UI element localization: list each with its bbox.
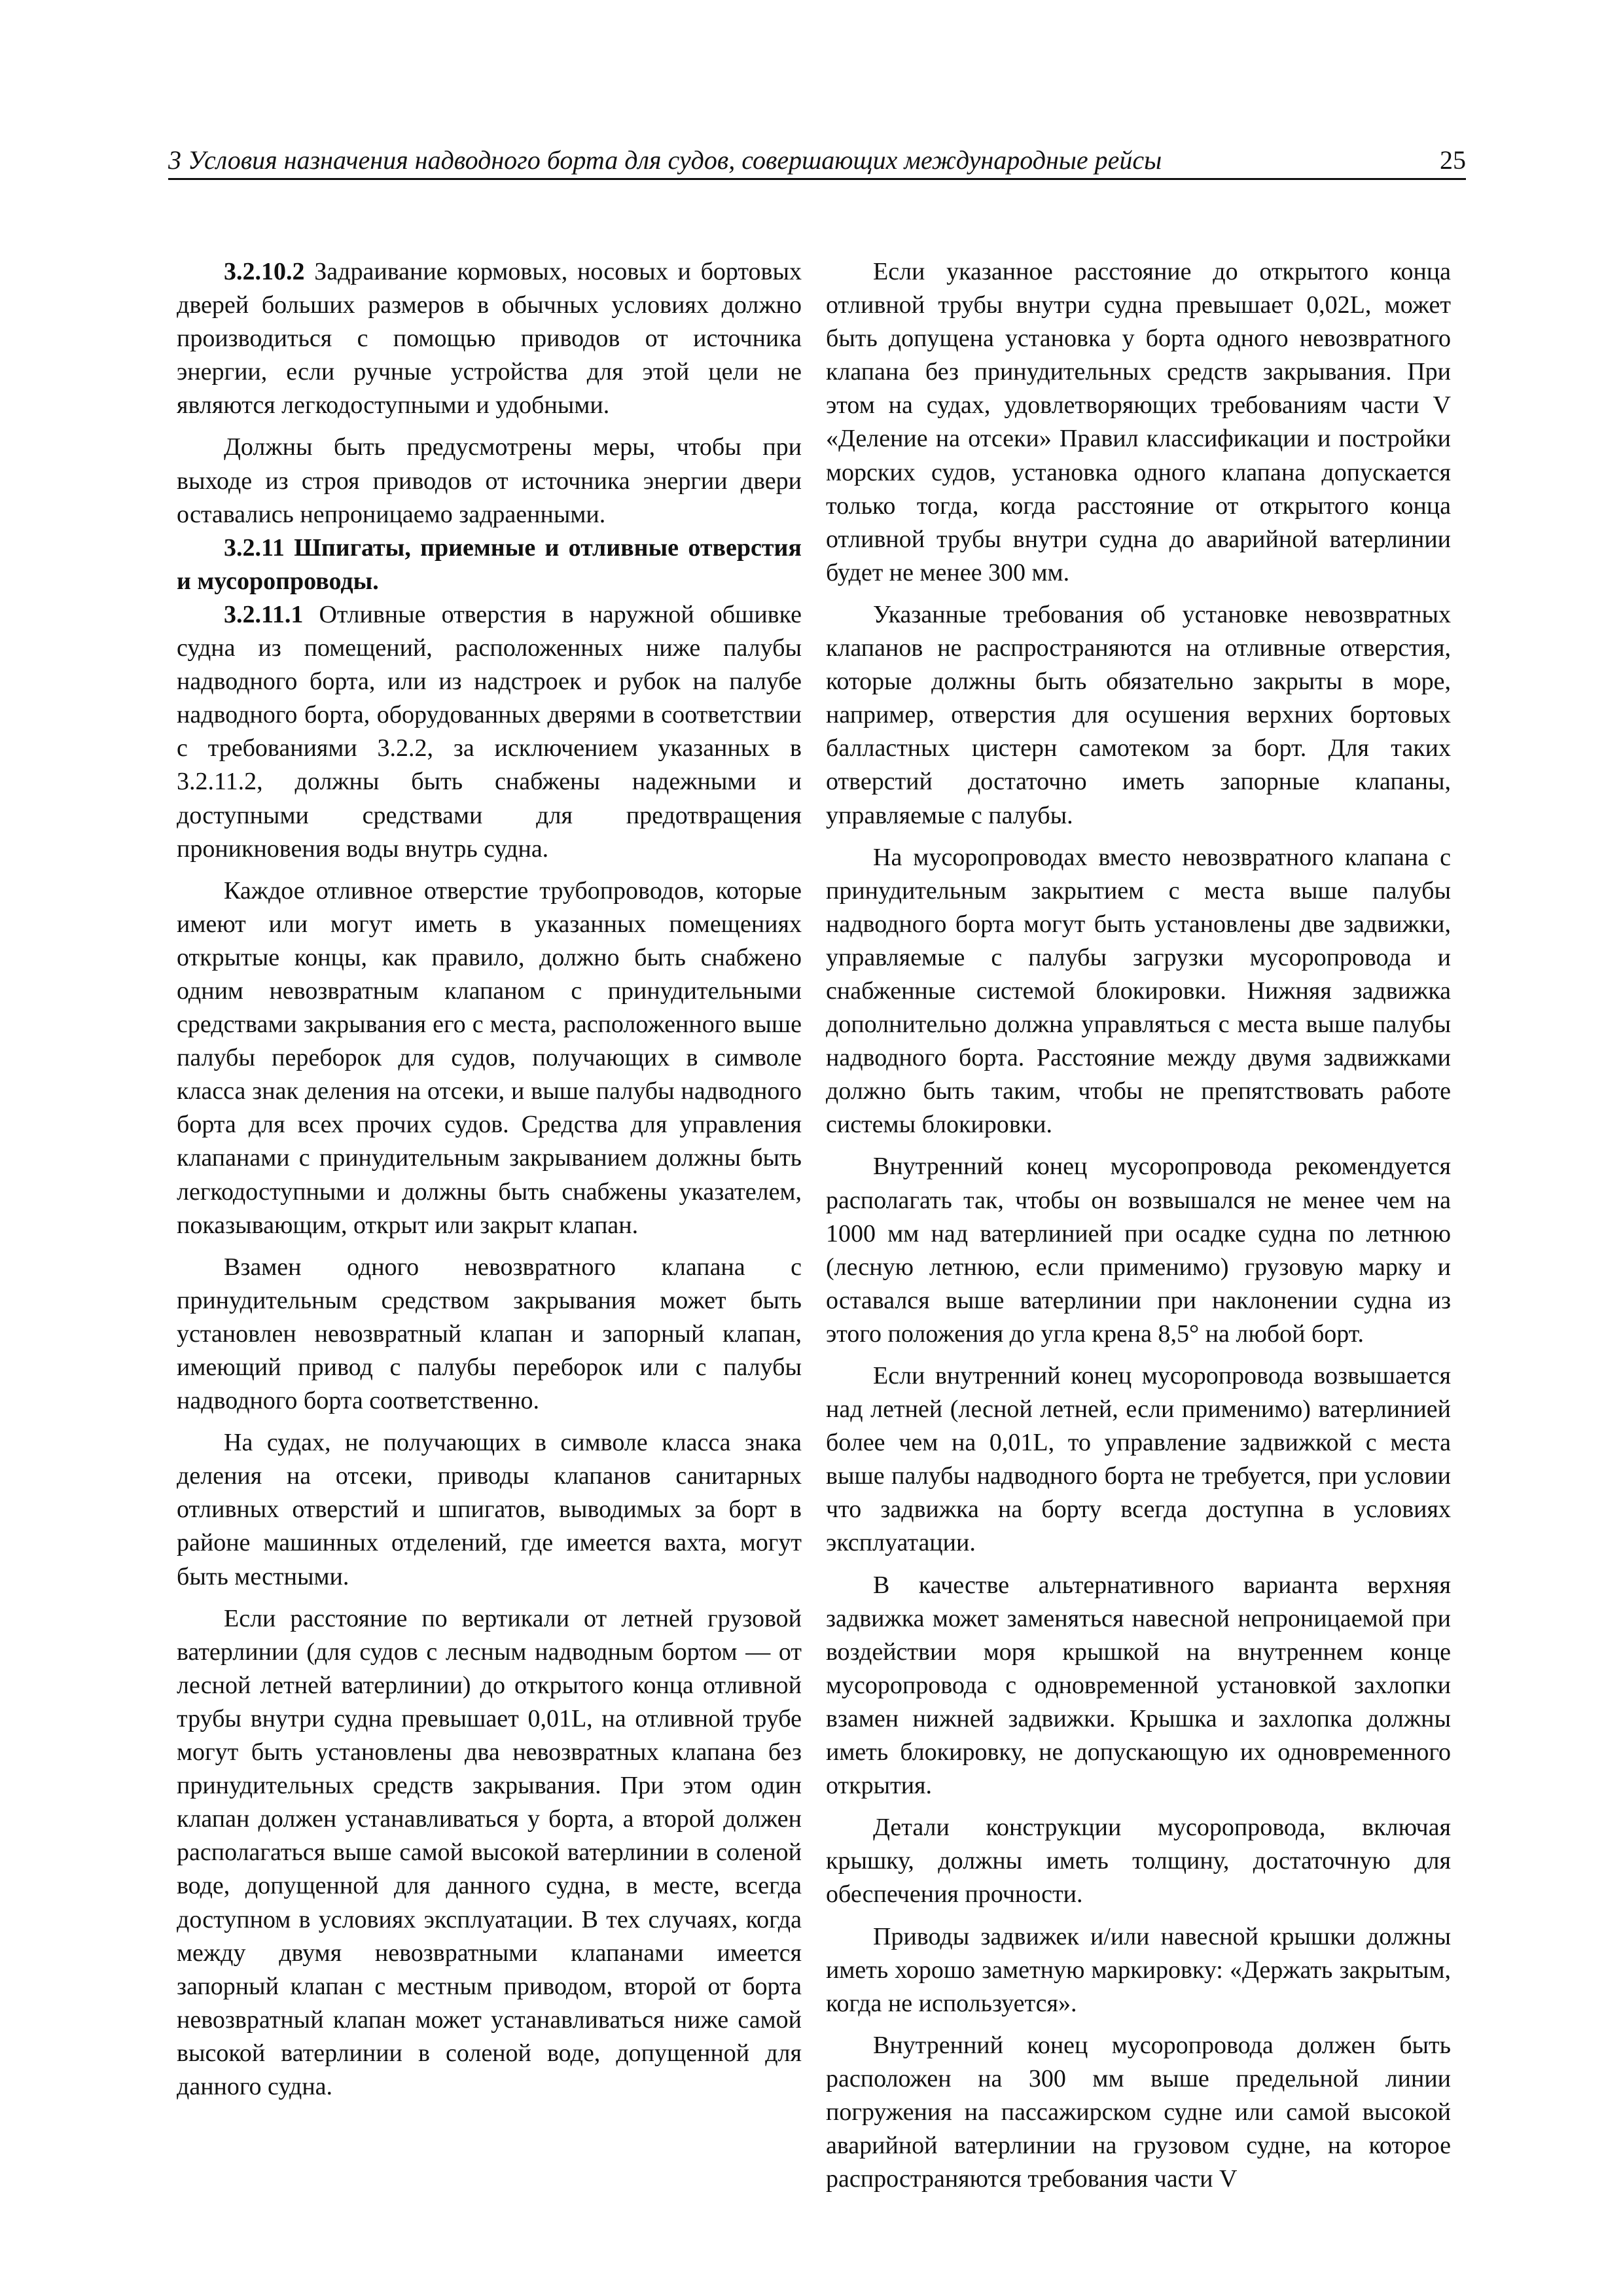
paragraph-text: Задраивание кормовых, носовых и бортовых дверей больших размеров в обычных условиях должно производиться с помощью приводов от источника энергии, если ручные устройства для этой цели не являются легкодоступными и удобными. <box>177 258 802 420</box>
paragraph: На судах, не получающих в символе класса знака деления на отсеки, приводы клапанов санитарных отливных отверстий и шпигатов, выводимых за борт в районе машинных отделений, где имеется вахта, могут быть местными. <box>177 1429 802 1590</box>
paragraph: Каждое отливное отверстие трубопроводов, которые имеют или могут иметь в указанных помещениях открытые концы, как правило, должно быть снабжено одним невозвратным клапаном с принудительными средствами закрывания его с места, расположенного выше палубы переборок для судов, получающих в символе класса знак деления на отсеки, и выше палубы надводного борта для всех прочих судов. Средства для управления клапанами с принудительным закрыванием должны быть легкодоступными и должны быть снабжены указателем, показывающим, открыт или закрыт клапан. <box>177 876 802 1239</box>
paragraph-3-2-11-1 <box>177 598 802 866</box>
section-heading-text: Шпигаты, приемные и отливные отверстия и мусоропроводы. <box>177 533 802 595</box>
running-title: 3 Условия назначения надводного борта для судов, совершающих международные рейсы <box>168 145 1162 175</box>
page-header <box>168 145 1466 178</box>
clause-number: 3.2.11.1 <box>224 600 304 628</box>
header-rule <box>168 178 1466 180</box>
paragraph: Если расстояние по вертикали от летней грузовой ватерлинии (для судов с лесным надводным бортом — от лесной летней ватерлинии) до открытого конца отливной трубы внутри судна превышает 0,01L, на отливной трубе могут быть установлены два невозвратных клапана без принудительных средств закрывания. При этом один клапан должен устанавливаться у борта, а второй должен располагаться выше самой высокой ватерлинии в соленой воде, допущенной для данного судна, в месте, всегда доступном в условиях эксплуатации. В тех случаях, когда между двумя невозвратными клапанами имеется запорный клапан с местным приводом, второй от борта невозвратный клапан может устанавливаться ниже самой высокой ватерлинии в соленой воде, допущенной для данного судна. <box>177 1604 802 2100</box>
paragraph: Приводы задвижек и/или навесной крышки должны иметь хорошо заметную маркировку: «Держать закрытым, когда не используется». <box>826 1922 1451 2017</box>
paragraph: Внутренний конец мусоропровода рекомендуется располагать так, чтобы он возвышался не менее чем на 1000 мм над ватерлинией при осадке судна по летнюю (лесную летнюю, если применимо) грузовую марку и оставался выше ватерлинии при наклонении судна из этого положения до угла крена 8,5° на любой борт. <box>826 1153 1451 1348</box>
paragraph: Взамен одного невозвратного клапана с принудительным средством закрывания может быть установлен невозвратный клапан и запорный клапан, имеющий привод с палубы переборок или с палубы надводного борта соответственно. <box>177 1253 802 1415</box>
paragraph: Если внутренний конец мусоропровода возвышается над летней (лесной летней, если применимо) ватерлинией более чем на 0,01L, то управление задвижкой с места выше палубы надводного борта не требуется, при условии что задвижка на борту всегда доступна в условиях эксплуатации. <box>826 1362 1451 1557</box>
right-column <box>826 255 1451 2196</box>
paragraph: Если указанное расстояние до открытого конца отливной трубы внутри судна превышает 0,02L, может быть допущена установка у борта одного невозвратного клапана без принудительных средств закрывания. При этом на судах, удовлетворяющих требованиям части V «Деление на отсеки» Правил классификации и постройки морских судов, установка одного клапана допускается только тогда, когда расстояние от открытого конца отливной трубы внутри судна до аварийной ватерлинии будет не менее 300 мм. <box>826 258 1451 586</box>
paragraph: Должны быть предусмотрены меры, чтобы при выходе из строя приводов от источника энергии двери оставались непроницаемо задраенными. <box>177 433 802 528</box>
section-heading-3-2-11 <box>177 531 802 598</box>
paragraph: Внутренний конец мусоропровода должен быть расположен на 300 мм выше предельной линии погружения на пассажирском судне или самой высокой аварийной ватерлинии на грузовом судне, на которое распространяются требования части V <box>826 2031 1451 2193</box>
clause-number: 3.2.10.2 <box>224 258 305 285</box>
paragraph-3-2-10-2 <box>177 255 802 422</box>
page-number: 25 <box>1440 145 1466 175</box>
paragraph-text: Отливные отверстия в наружной обшивке судна из помещений, расположенных ниже палубы надводного борта, или из надстроек и рубок на палубе надводного борта, оборудованных дверями в соответствии с требованиями 3.2.2, за исключением указанных в 3.2.11.2, должны быть снабжены надежными и доступными средствами для предотвращения проникновения воды внутрь судна. <box>177 600 802 863</box>
paragraph: В качестве альтернативного варианта верхняя задвижка может заменяться навесной непроницаемой при воздействии моря крышкой на внутреннем конце мусоропровода с одновременной установкой захлопки взамен нижней задвижки. Крышка и захлопка должны иметь блокировку, не допускающую их одновременного открытия. <box>826 1571 1451 1800</box>
paragraph: На мусоропроводах вместо невозвратного клапана с принудительным закрытием с места выше палубы надводного борта могут быть установлены две задвижки, управляемые с палубы загрузки мусоропровода и снабженные системой блокировки. Нижняя задвижка дополнительно должна управляться с места выше палубы надводного борта. Расстояние между двумя задвижками должно быть таким, чтобы не препятствовать работе системы блокировки. <box>826 843 1451 1139</box>
paragraph: Детали конструкции мусоропровода, включая крышку, должны иметь толщину, достаточную для обеспечения прочности. <box>826 1814 1451 1909</box>
clause-number: 3.2.11 <box>224 533 285 562</box>
paragraph: Указанные требования об установке невозвратных клапанов не распространяются на отливные отверстия, которые должны быть обязательно закрыты в море, например, отверстия для осушения верхних бортовых балластных цистерн самотеком за борт. Для таких отверстий достаточно иметь запорные клапаны, управляемые с палубы. <box>826 600 1451 829</box>
left-column <box>177 255 802 2112</box>
